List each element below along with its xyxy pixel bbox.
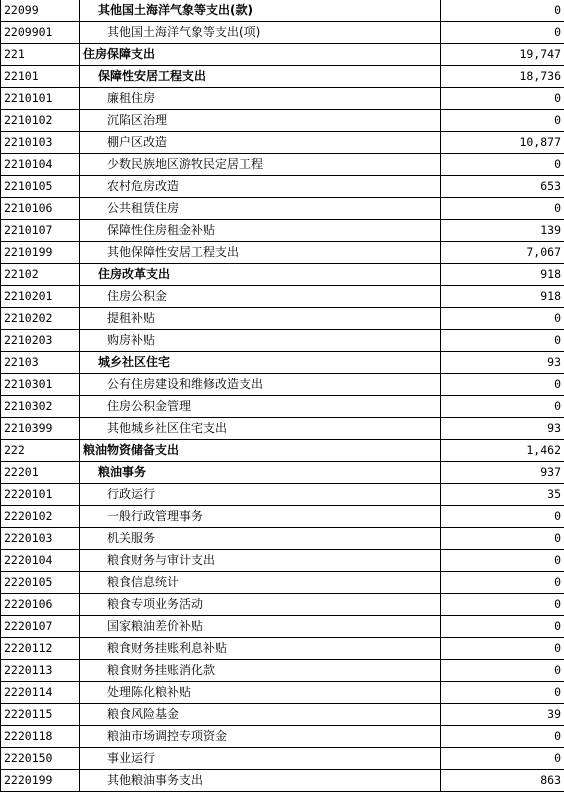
table-row xyxy=(1,264,564,286)
table-row xyxy=(1,572,564,594)
row-code-cell: 2210201 xyxy=(1,286,80,308)
row-amount-cell: 0 xyxy=(441,660,564,682)
row-code-cell: 22102 xyxy=(1,264,80,286)
row-amount-cell: 0 xyxy=(441,682,564,704)
row-code-cell: 2210103 xyxy=(1,132,80,154)
row-name-cell: 其他保障性安居工程支出 xyxy=(80,242,441,264)
row-code-cell: 2220107 xyxy=(1,616,80,638)
row-code-cell: 22099 xyxy=(1,0,80,22)
row-amount-cell: 0 xyxy=(441,198,564,220)
row-name-cell: 粮食财务挂账利息补贴 xyxy=(80,638,441,660)
row-amount-cell: 863 xyxy=(441,770,564,792)
row-amount-cell: 18,736 xyxy=(441,66,564,88)
table-row xyxy=(1,154,564,176)
table-row xyxy=(1,22,564,44)
row-code-cell: 2220104 xyxy=(1,550,80,572)
row-code-cell: 2210302 xyxy=(1,396,80,418)
row-name-cell: 粮食财务与审计支出 xyxy=(80,550,441,572)
table-row xyxy=(1,616,564,638)
row-code-cell: 2210199 xyxy=(1,242,80,264)
row-code-cell: 2220103 xyxy=(1,528,80,550)
table-row xyxy=(1,418,564,440)
row-code-cell: 221 xyxy=(1,44,80,66)
row-amount-cell: 93 xyxy=(441,418,564,440)
row-name-cell: 粮食风险基金 xyxy=(80,704,441,726)
table-row xyxy=(1,132,564,154)
row-name-cell: 事业运行 xyxy=(80,748,441,770)
table-row xyxy=(1,198,564,220)
table-row xyxy=(1,484,564,506)
table-row xyxy=(1,44,564,66)
row-code-cell: 2210101 xyxy=(1,88,80,110)
table-row xyxy=(1,550,564,572)
row-amount-cell: 0 xyxy=(441,572,564,594)
table-row xyxy=(1,352,564,374)
table-row xyxy=(1,660,564,682)
table-row xyxy=(1,176,564,198)
row-code-cell: 2220101 xyxy=(1,484,80,506)
row-code-cell: 2220199 xyxy=(1,770,80,792)
table-row xyxy=(1,66,564,88)
table-row xyxy=(1,88,564,110)
row-amount-cell: 0 xyxy=(441,748,564,770)
table-row xyxy=(1,330,564,352)
row-amount-cell: 0 xyxy=(441,726,564,748)
row-amount-cell: 0 xyxy=(441,110,564,132)
row-code-cell: 2210104 xyxy=(1,154,80,176)
row-amount-cell: 7,067 xyxy=(441,242,564,264)
row-name-cell: 粮食财务挂账消化款 xyxy=(80,660,441,682)
row-amount-cell: 0 xyxy=(441,396,564,418)
row-code-cell: 2220115 xyxy=(1,704,80,726)
row-code-cell: 2220106 xyxy=(1,594,80,616)
table-row xyxy=(1,308,564,330)
row-code-cell: 2210105 xyxy=(1,176,80,198)
table-row xyxy=(1,220,564,242)
row-code-cell: 2210202 xyxy=(1,308,80,330)
row-amount-cell: 1,462 xyxy=(441,440,564,462)
table-row xyxy=(1,374,564,396)
row-code-cell: 2210107 xyxy=(1,220,80,242)
row-amount-cell: 0 xyxy=(441,154,564,176)
row-code-cell: 2220150 xyxy=(1,748,80,770)
row-code-cell: 2210106 xyxy=(1,198,80,220)
row-name-cell: 其他国土海洋气象等支出(项) xyxy=(80,22,441,44)
row-name-cell: 粮食专项业务活动 xyxy=(80,594,441,616)
row-amount-cell: 0 xyxy=(441,0,564,22)
row-name-cell: 棚户区改造 xyxy=(80,132,441,154)
row-name-cell: 其他国土海洋气象等支出(款) xyxy=(80,0,441,22)
row-amount-cell: 0 xyxy=(441,616,564,638)
table-row xyxy=(1,594,564,616)
row-name-cell: 住房保障支出 xyxy=(80,44,441,66)
row-name-cell: 机关服务 xyxy=(80,528,441,550)
table-row xyxy=(1,440,564,462)
row-amount-cell: 653 xyxy=(441,176,564,198)
row-amount-cell: 937 xyxy=(441,462,564,484)
row-name-cell: 一般行政管理事务 xyxy=(80,506,441,528)
table-row xyxy=(1,528,564,550)
row-code-cell: 2210203 xyxy=(1,330,80,352)
row-amount-cell: 0 xyxy=(441,330,564,352)
row-name-cell: 公共租赁住房 xyxy=(80,198,441,220)
table-row xyxy=(1,462,564,484)
row-code-cell: 2220113 xyxy=(1,660,80,682)
row-name-cell: 住房公积金 xyxy=(80,286,441,308)
row-code-cell: 2220114 xyxy=(1,682,80,704)
row-name-cell: 粮油事务 xyxy=(80,462,441,484)
row-code-cell: 2210102 xyxy=(1,110,80,132)
row-name-cell: 廉租住房 xyxy=(80,88,441,110)
row-code-cell: 2210301 xyxy=(1,374,80,396)
row-name-cell: 粮油市场调控专项资金 xyxy=(80,726,441,748)
table-row xyxy=(1,726,564,748)
row-amount-cell: 0 xyxy=(441,594,564,616)
row-code-cell: 2220112 xyxy=(1,638,80,660)
row-amount-cell: 139 xyxy=(441,220,564,242)
row-name-cell: 处理陈化粮补贴 xyxy=(80,682,441,704)
row-name-cell: 保障性住房租金补贴 xyxy=(80,220,441,242)
row-amount-cell: 918 xyxy=(441,264,564,286)
row-name-cell: 住房公积金管理 xyxy=(80,396,441,418)
row-code-cell: 2210399 xyxy=(1,418,80,440)
row-name-cell: 城乡社区住宅 xyxy=(80,352,441,374)
row-code-cell: 2220105 xyxy=(1,572,80,594)
row-code-cell: 22103 xyxy=(1,352,80,374)
table-row xyxy=(1,682,564,704)
table-row xyxy=(1,704,564,726)
row-name-cell: 公有住房建设和维修改造支出 xyxy=(80,374,441,396)
row-name-cell: 沉陷区治理 xyxy=(80,110,441,132)
table-row xyxy=(1,770,564,792)
budget-table-body xyxy=(1,0,564,792)
table-row xyxy=(1,638,564,660)
row-name-cell: 住房改革支出 xyxy=(80,264,441,286)
row-code-cell: 2209901 xyxy=(1,22,80,44)
row-amount-cell: 918 xyxy=(441,286,564,308)
row-name-cell: 粮食信息统计 xyxy=(80,572,441,594)
row-code-cell: 22101 xyxy=(1,66,80,88)
row-amount-cell: 39 xyxy=(441,704,564,726)
row-amount-cell: 0 xyxy=(441,506,564,528)
table-row xyxy=(1,396,564,418)
table-row xyxy=(1,748,564,770)
row-amount-cell: 0 xyxy=(441,638,564,660)
row-name-cell: 其他粮油事务支出 xyxy=(80,770,441,792)
row-amount-cell: 0 xyxy=(441,308,564,330)
row-name-cell: 国家粮油差价补贴 xyxy=(80,616,441,638)
row-amount-cell: 0 xyxy=(441,528,564,550)
table-row xyxy=(1,506,564,528)
row-amount-cell: 93 xyxy=(441,352,564,374)
table-row xyxy=(1,110,564,132)
row-name-cell: 农村危房改造 xyxy=(80,176,441,198)
table-row xyxy=(1,242,564,264)
row-amount-cell: 0 xyxy=(441,550,564,572)
row-amount-cell: 10,877 xyxy=(441,132,564,154)
row-name-cell: 提租补贴 xyxy=(80,308,441,330)
row-code-cell: 222 xyxy=(1,440,80,462)
row-amount-cell: 0 xyxy=(441,374,564,396)
row-code-cell: 2220118 xyxy=(1,726,80,748)
row-amount-cell: 19,747 xyxy=(441,44,564,66)
table-row xyxy=(1,0,564,22)
row-amount-cell: 35 xyxy=(441,484,564,506)
row-name-cell: 购房补贴 xyxy=(80,330,441,352)
row-amount-cell: 0 xyxy=(441,22,564,44)
row-name-cell: 其他城乡社区住宅支出 xyxy=(80,418,441,440)
row-name-cell: 粮油物资储备支出 xyxy=(80,440,441,462)
row-name-cell: 行政运行 xyxy=(80,484,441,506)
row-code-cell: 2220102 xyxy=(1,506,80,528)
row-name-cell: 保障性安居工程支出 xyxy=(80,66,441,88)
table-row xyxy=(1,286,564,308)
row-code-cell: 22201 xyxy=(1,462,80,484)
row-amount-cell: 0 xyxy=(441,88,564,110)
row-name-cell: 少数民族地区游牧民定居工程 xyxy=(80,154,441,176)
